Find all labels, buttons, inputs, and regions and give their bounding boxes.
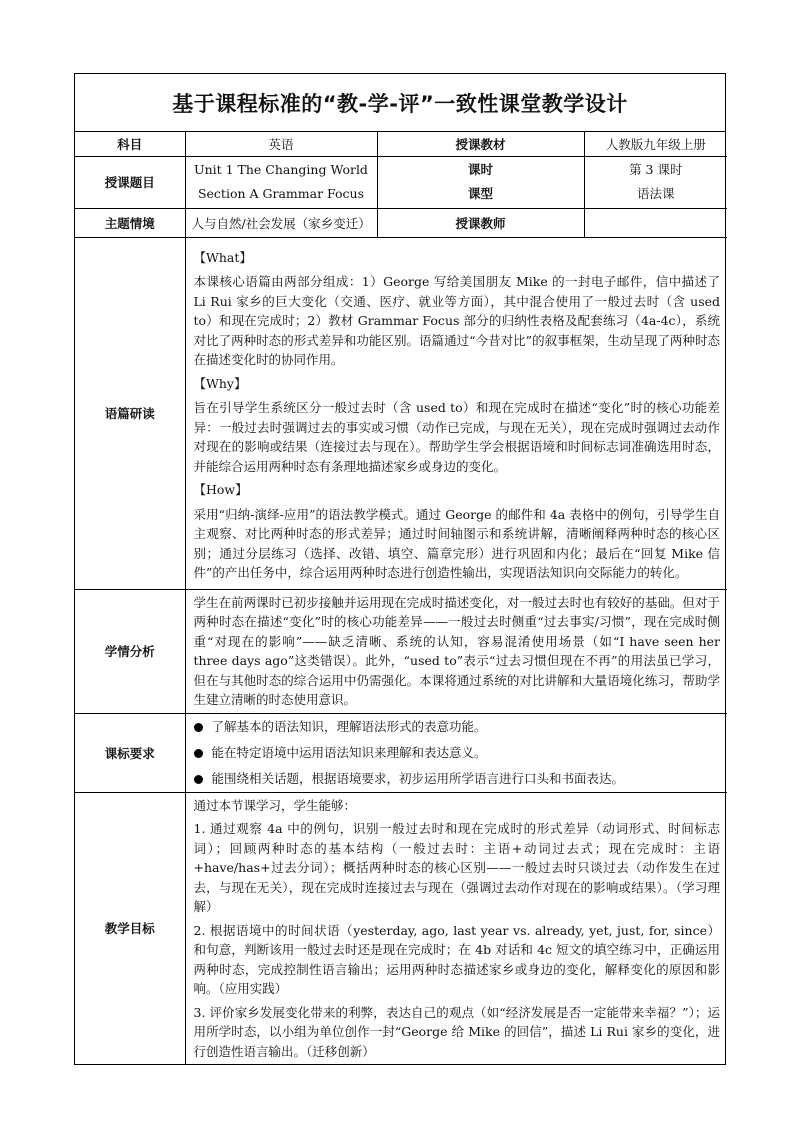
standard-item: 了解基本的语法知识，理解语法形式的表意功能。 <box>194 714 720 740</box>
objectives-content <box>185 792 727 1064</box>
objectives-row <box>75 792 727 1064</box>
topic-row <box>75 156 727 208</box>
why-text: 旨在引导学生系统区分一般过去时（含 used to）和现在完成时在描述“变化”时的核心功能差异：一般过去时强调过去的事实或习惯（动作已完成，与现在无关），现在完成时强调过去动作对现在的影响或结果（连接过去与现在）。帮助学生学会根据语境和时间标志词准确选用时态，并能综合运用两种时态有条理地描述家乡或身边的变化。 <box>193 400 721 474</box>
period-type-label <box>377 156 584 208</box>
objectives-intro: 通过本节课学习，学生能够： <box>193 797 357 813</box>
theme-value: 人与自然/社会发展（家乡变迁） <box>185 208 377 237</box>
period-type-value <box>584 156 727 208</box>
bullet-icon <box>194 749 203 758</box>
period-label: 课时 <box>468 162 494 177</box>
topic-label: 授课题目 <box>75 156 185 208</box>
standards-label: 课标要求 <box>75 713 185 792</box>
objectives-label: 教学目标 <box>75 792 185 1064</box>
how-heading: 【How】 <box>193 482 248 497</box>
learner-text: 学生在前两课时已初步接触并运用现在完成时描述变化，对一般过去时也有较好的基础。但对于两种时态在描述“变化”时的核心功能差异——一般过去时侧重“过去事实/习惯”，现在完成时侧重“对现在的影响”——缺乏清晰、系统的认知，容易混淆使用场景（如“I have seen her three days ago”这类错误）。此外，“used to”表示“过去习惯但现在不再”的用法虽已学习，但在与其他时态的综合运用中仍需强化。本课将通过系统的对比讲解和大量语境化练习，帮助学生建立清晰的时态使用意识。 <box>185 589 727 713</box>
theme-row <box>75 208 727 237</box>
what-heading: 【What】 <box>193 249 252 265</box>
why-heading: 【Why】 <box>193 375 247 391</box>
objective-item: 3. 评价家乡发展变化带来的利弊，表达自己的观点（如“经济发展是否一定能带来幸福？”）；运用所学时态，以小组为单位创作一封“George 给 Mike 的回信”，描述 Li Rui 家乡的变化，进行创造性语言输出。（迁移创新） <box>193 1004 721 1059</box>
objective-item: 2. 根据语境中的时间状语（yesterday, ago, last year vs. already, yet, just, for, since）和句意，判断该用一般过去时还是现在完成时；在 4b 对话和 4c 短文的填空练习中，正确运用两种时态，完成控制性语言输出；运用两种时态描述家乡或身边的变化，解释变化的原因和影响。（应用实践） <box>193 922 721 996</box>
type-label: 课型 <box>468 186 494 201</box>
lesson-plan-sheet <box>74 73 726 1065</box>
learner-row <box>75 589 727 713</box>
discourse-label: 语篇研读 <box>75 237 185 589</box>
bullet-icon <box>194 723 203 732</box>
teacher-label: 授课教师 <box>377 208 584 237</box>
lesson-plan-table <box>75 132 727 1064</box>
page-title: 基于课程标准的“教-学-评”一致性课堂教学设计 <box>172 91 628 116</box>
textbook-value: 人教版九年级上册 <box>584 132 727 156</box>
subject-label: 科目 <box>75 132 185 156</box>
subject-value: 英语 <box>185 132 377 156</box>
learner-label: 学情分析 <box>75 589 185 713</box>
teacher-value <box>584 208 727 237</box>
bullet-icon <box>194 775 203 784</box>
standard-item: 能在特定语境中运用语法知识来理解和表达意义。 <box>194 740 720 766</box>
standards-content <box>185 713 727 792</box>
standard-item: 能围绕相关话题，根据语境要求，初步运用所学语言进行口头和书面表达。 <box>194 766 720 792</box>
discourse-content <box>185 237 727 589</box>
topic-value <box>185 156 377 208</box>
topic-line-2: Section A Grammar Focus <box>197 186 365 201</box>
discourse-row <box>75 237 727 589</box>
type-value: 语法课 <box>637 186 675 201</box>
title-row <box>75 74 725 132</box>
how-text: 采用“归纳-演绎-应用”的语法教学模式。通过 George 的邮件和 4a 表格中的例句，引导学生自主观察、对比两种时态的形式差异；通过时间轴图示和系统讲解，清晰阐释两种时态的核心区别；通过分层练习（选择、改错、填空、篇章完形）进行巩固和内化；最后在“回复 Mike 信件”的产出任务中，综合运用两种时态进行创造性输出，实现语法知识向交际能力的转化。 <box>193 506 721 580</box>
period-value: 第 3 课时 <box>629 162 683 177</box>
textbook-label: 授课教材 <box>377 132 584 156</box>
what-text: 本课核心语篇由两部分组成：1）George 写给美国朋友 Mike 的一封电子邮件，信中描述了 Li Rui 家乡的巨大变化（交通、医疗、就业等方面），其中混合使用了一般过去时（含 used to）和现在完成时；2）教材 Grammar Focus 部分的归纳性表格及配套练习（4a-4c），系统对比了两种时态的形式差异和功能区别。语篇通过“今昔对比”的叙事框架，生动呈现了两种时态在描述变化时的协同作用。 <box>193 274 721 367</box>
subject-row <box>75 132 727 156</box>
topic-line-1: Unit 1 The Changing World <box>194 162 368 177</box>
standards-row <box>75 713 727 792</box>
objective-item: 1. 通过观察 4a 中的例句，识别一般过去时和现在完成时的形式差异（动词形式、时间标志词）；回顾两种时态的基本结构（一般过去时：主语+动词过去式；现在完成时：主语+have/has+过去分词）；概括两种时态的核心区别——一般过去时只谈过去（动作发生在过去，与现在无关），现在完成时连接过去与现在（强调过去动作对现在的影响或结果）。（学习理解） <box>193 821 721 914</box>
theme-label: 主题情境 <box>75 208 185 237</box>
